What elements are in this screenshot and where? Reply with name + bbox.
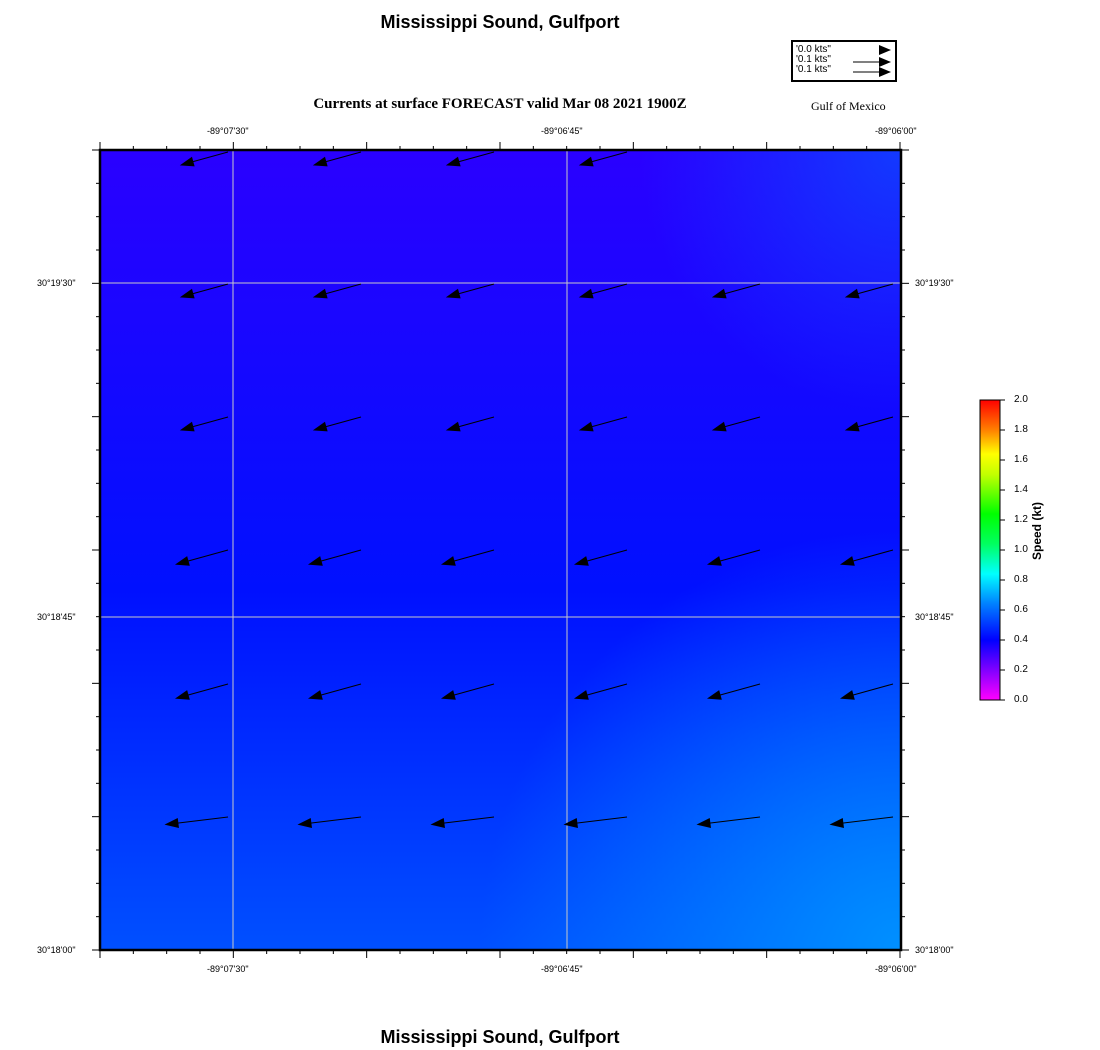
map-subtitle: Currents at surface FORECAST valid Mar 08 2021 1900Z — [313, 96, 687, 112]
y-tick-label-right: 30°18'00" — [915, 945, 954, 955]
y-tick-label-right: 30°19'30" — [915, 278, 954, 288]
x-tick-label-top: -89°07'30" — [207, 126, 249, 136]
colorbar-tick-label: 1.4 — [1014, 484, 1028, 495]
footer-title: Mississippi Sound, Gulfport — [380, 1027, 620, 1047]
speed-colorbar — [980, 400, 1000, 700]
colorbar-title: Speed (kt) — [1030, 501, 1044, 560]
x-tick-label-bottom: -89°06'00" — [875, 964, 917, 974]
colorbar-ticks — [1000, 400, 1005, 700]
legend-item-2: '0.1 kts" — [796, 54, 831, 65]
colorbar-tick-label: 1.6 — [1014, 454, 1028, 465]
colorbar-tick-label: 0.2 — [1014, 664, 1028, 675]
colorbar-tick-label: 1.8 — [1014, 424, 1028, 435]
colorbar-tick-label: 0.8 — [1014, 574, 1028, 585]
y-tick-label-left: 30°19'30" — [37, 278, 76, 288]
map-title: Mississippi Sound, Gulfport — [380, 12, 620, 32]
colorbar-tick-label: 0.0 — [1014, 694, 1028, 705]
colorbar-tick-label: 0.4 — [1014, 634, 1028, 645]
colorbar-tick-label: 0.6 — [1014, 604, 1028, 615]
x-tick-label-top: -89°06'00" — [875, 126, 917, 136]
colorbar-tick-label: 2.0 — [1014, 394, 1028, 405]
y-tick-label-right: 30°18'45" — [915, 612, 954, 622]
y-tick-label-left: 30°18'00" — [37, 945, 76, 955]
y-tick-label-left: 30°18'45" — [37, 612, 76, 622]
colorbar-tick-label: 1.2 — [1014, 514, 1028, 525]
legend-item-1: '0.0 kts" — [796, 44, 831, 55]
x-tick-label-bottom: -89°07'30" — [207, 964, 249, 974]
legend-item-3: '0.1 kts" — [796, 64, 831, 75]
region-label: Gulf of Mexico — [811, 99, 886, 113]
x-tick-label-top: -89°06'45" — [541, 126, 583, 136]
x-tick-label-bottom: -89°06'45" — [541, 964, 583, 974]
colorbar-tick-label: 1.0 — [1014, 544, 1028, 555]
